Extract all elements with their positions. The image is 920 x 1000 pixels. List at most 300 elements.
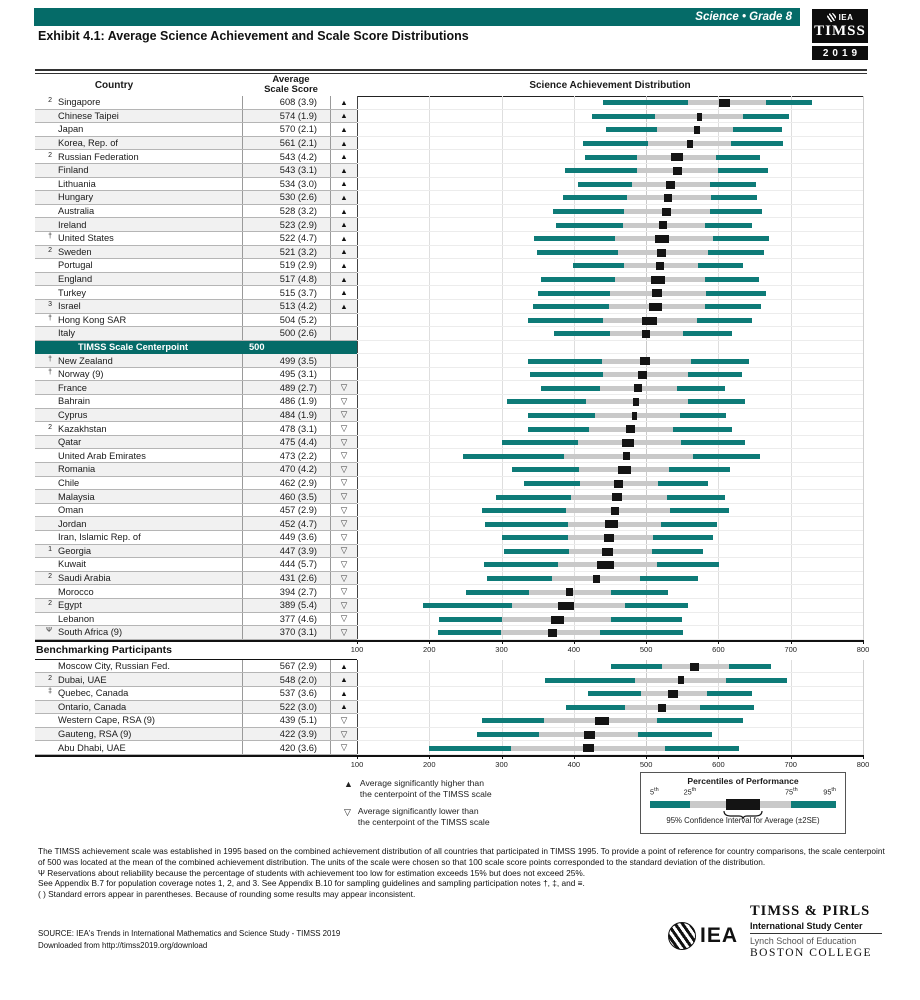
p75-p95-bar [705, 223, 752, 228]
p75-p95-bar [688, 399, 745, 404]
p75-p95-bar [705, 304, 761, 309]
country-cell [35, 545, 243, 558]
p5-p25-bar [528, 427, 589, 432]
country-cell [35, 673, 243, 686]
country-cell [35, 490, 243, 503]
benchmarking-section [35, 660, 863, 755]
distribution-chart-cell [357, 246, 863, 260]
p5-p25-bar [507, 399, 587, 404]
country-cell [35, 409, 243, 422]
p5-p25-bar [606, 127, 657, 132]
footnote-symbol: ‡ [48, 688, 52, 696]
table-row [35, 273, 863, 287]
p75-p95-bar [638, 732, 712, 737]
percentile-label: 75th [785, 787, 798, 797]
axis-tick-label: 200 [423, 759, 436, 769]
significance-arrow: ▲ [340, 301, 348, 311]
p5-p25-bar [528, 359, 602, 364]
significance-arrow: ▲ [340, 688, 348, 698]
p75-p95-bar [698, 263, 743, 268]
distribution-chart-cell [357, 205, 863, 219]
country-cell [35, 300, 243, 313]
distribution-chart-cell [357, 572, 863, 586]
p5-p25-bar [504, 549, 569, 554]
p75-p95-bar [677, 386, 725, 391]
confidence-interval-bar [694, 126, 700, 134]
table-row [35, 381, 863, 395]
table-row [35, 314, 863, 328]
p75-p95-bar [667, 495, 725, 500]
p75-p95-bar [733, 127, 782, 132]
country-name: Egypt [58, 600, 82, 611]
country-name: Lebanon [58, 613, 95, 624]
significance-arrow: ▲ [340, 702, 348, 712]
brace-icon [723, 811, 763, 819]
axis-tick [502, 640, 503, 645]
distribution-chart-cell [357, 381, 863, 395]
p5-p25-bar [502, 440, 578, 445]
axis-tick-label: 700 [784, 759, 797, 769]
axis-tick-label: 400 [567, 644, 581, 654]
footnote-symbol: † [48, 233, 52, 241]
scale-score-cell: 422 (3.9) [243, 728, 331, 741]
p5-p25-bar [487, 576, 552, 581]
scale-score-cell: 608 (3.9) [243, 96, 331, 109]
confidence-interval-bar [611, 507, 619, 515]
scale-score-cell: 394 (2.7) [243, 585, 331, 598]
axis-tick [646, 755, 647, 760]
table-row [35, 490, 863, 504]
significance-arrow: ▽ [340, 463, 348, 474]
scale-score-cell: 377 (4.6) [243, 613, 331, 626]
confidence-interval-bar [632, 412, 637, 420]
country-name: Oman [58, 505, 84, 516]
p5-p25-bar [585, 155, 638, 160]
table-row [35, 218, 863, 232]
up-triangle-icon: ▲ [344, 779, 353, 789]
score-axis [350, 640, 870, 660]
scale-score-cell: 449 (3.6) [243, 531, 331, 544]
distribution-chart-cell [357, 368, 863, 382]
source-line: SOURCE: IEA's Trends in International Mathematics and Science Study - TIMSS 2019 [38, 929, 341, 938]
significance-arrow: ▽ [340, 395, 348, 406]
scale-score-cell: 504 (5.2) [243, 314, 331, 327]
country-name: South Africa (9) [58, 627, 123, 638]
distribution-chart-cell [357, 673, 863, 687]
axis-tick [718, 755, 719, 760]
confidence-interval-bar [719, 99, 730, 107]
scale-score-cell: 457 (2.9) [243, 504, 331, 517]
p75-p95-bar [670, 508, 729, 513]
table-row [35, 714, 863, 728]
scale-score-cell: 489 (2.7) [243, 381, 331, 394]
distribution-chart-cell [357, 449, 863, 463]
country-name: Singapore [58, 97, 101, 108]
country-name: Saudi Arabia [58, 573, 111, 584]
p75-p95-bar [669, 467, 730, 472]
distribution-chart-cell [357, 741, 863, 755]
significance-arrow: ▲ [340, 165, 348, 175]
country-cell [35, 164, 243, 177]
p75-p95-bar [681, 440, 745, 445]
significance-arrow: ▲ [340, 675, 348, 685]
table-row [35, 259, 863, 273]
table-row [35, 599, 863, 613]
p5-p25-bar [423, 603, 512, 608]
axis-row [35, 640, 870, 660]
p5-p25-bar [496, 495, 571, 500]
axis-tick-label: 100 [350, 759, 364, 769]
significance-arrow: ▲ [340, 138, 348, 148]
country-cell [35, 463, 243, 476]
country-name: Iran, Islamic Rep. of [58, 532, 141, 543]
confidence-interval-bar [657, 249, 666, 257]
confidence-interval-bar [662, 208, 671, 216]
distribution-chart-cell [357, 164, 863, 178]
significance-arrow: ▲ [340, 247, 348, 257]
p5-p25-bar [592, 114, 655, 119]
confidence-interval-bar [690, 663, 698, 671]
iea-logo-text: IEA [838, 13, 854, 22]
table-row [35, 246, 863, 260]
significance-arrow: ▽ [340, 436, 348, 447]
distribution-chart-cell [357, 273, 863, 287]
confidence-interval-bar [612, 493, 622, 501]
significance-arrow: ▲ [340, 111, 348, 121]
confidence-interval-bar [697, 113, 702, 121]
confidence-interval-bar [671, 153, 683, 161]
country-cell [35, 477, 243, 490]
table-row [35, 477, 863, 491]
p75-p95-bar [726, 678, 787, 683]
distribution-chart-cell [357, 300, 863, 314]
footnote-line: ( ) Standard errors appear in parentheses. Because of rounding some results may appear inconsistent. [38, 889, 416, 900]
country-name: Western Cape, RSA (9) [58, 715, 155, 726]
scale-score-cell: 370 (3.1) [243, 626, 331, 639]
country-name: Morocco [58, 586, 94, 597]
country-name: Gauteng, RSA (9) [58, 729, 132, 740]
footnote-symbol: 2 [48, 674, 52, 682]
country-name: England [58, 274, 93, 285]
axis-tick [502, 755, 503, 760]
p5-p25-bar [484, 562, 558, 567]
country-cell [35, 246, 243, 259]
scale-score-cell: 574 (1.9) [243, 110, 331, 123]
country-name: Finland [58, 165, 89, 176]
country-cell [35, 687, 243, 700]
country-cell [35, 728, 243, 741]
confidence-interval-band [726, 799, 759, 810]
axis-tick [429, 755, 430, 760]
p5-p25-bar [439, 617, 503, 622]
distribution-chart-cell [357, 232, 863, 246]
p5-p25-bar [528, 413, 595, 418]
iea-globe-icon [668, 922, 696, 950]
p5-p25-bar [538, 291, 610, 296]
distribution-chart-cell [357, 558, 863, 572]
p75-p95-bar [611, 590, 668, 595]
significance-arrow: ▽ [340, 714, 348, 725]
country-cell [35, 449, 243, 462]
country-name: Korea, Rep. of [58, 138, 118, 149]
p75-p95-bar [718, 168, 767, 173]
scale-score-cell: 431 (2.6) [243, 572, 331, 585]
scale-score-cell: 389 (5.4) [243, 599, 331, 612]
distribution-chart-cell [357, 463, 863, 477]
table-row [35, 558, 863, 572]
scale-score-cell: 452 (4.7) [243, 517, 331, 530]
p75-p95-bar [658, 481, 708, 486]
axis-tick [357, 640, 358, 645]
p25-p75-bar [595, 413, 680, 418]
percentile-label: 95th [823, 787, 836, 797]
table-row [35, 96, 863, 110]
scale-score-cell: 534 (3.0) [243, 178, 331, 191]
p5-p25-band [650, 801, 690, 808]
table-row [35, 368, 863, 382]
distribution-chart-cell [357, 327, 863, 341]
significance-arrow [331, 314, 357, 327]
footnote-symbol: 2 [48, 97, 52, 105]
distribution-chart-cell [357, 341, 863, 355]
country-cell [35, 741, 243, 754]
country-cell [35, 218, 243, 231]
axis-tick [574, 640, 575, 645]
significance-arrow: ▽ [340, 450, 348, 461]
p5-p25-bar [565, 168, 637, 173]
country-cell [35, 613, 243, 626]
p5-p25-bar [502, 535, 568, 540]
p5-p25-bar [578, 182, 631, 187]
axis-tick-label: 800 [856, 759, 870, 769]
confidence-interval-bar [604, 534, 614, 542]
axis-tick-label: 600 [712, 644, 725, 654]
country-cell [35, 395, 243, 408]
scale-score-cell: 486 (1.9) [243, 395, 331, 408]
axis-tick-label: 500 [639, 644, 653, 654]
p5-p25-bar [541, 386, 600, 391]
timss-2019-logo [812, 9, 868, 60]
footnote-symbol: 3 [48, 301, 52, 309]
p75-p95-bar [700, 705, 754, 710]
p5-p25-bar [553, 209, 624, 214]
axis-tick [791, 640, 792, 645]
scale-score-cell: 570 (2.1) [243, 123, 331, 136]
scale-score-cell: 478 (3.1) [243, 422, 331, 435]
distribution-chart-cell [357, 531, 863, 545]
scale-score-cell: 475 (4.4) [243, 436, 331, 449]
source-block [38, 928, 340, 953]
country-name: Norway (9) [58, 369, 104, 380]
scale-score-cell: 473 (2.2) [243, 449, 331, 462]
p75-p95-bar [691, 359, 749, 364]
country-cell [35, 232, 243, 245]
distribution-chart-cell [357, 395, 863, 409]
significance-arrow: ▽ [340, 572, 348, 583]
p75-p95-bar [683, 331, 732, 336]
axis-tick [863, 640, 864, 645]
distribution-chart-cell [357, 490, 863, 504]
country-cell [35, 368, 243, 381]
country-cell [35, 286, 243, 299]
table-row [35, 422, 863, 436]
country-cell [35, 110, 243, 123]
country-name: Kazakhstan [58, 423, 107, 434]
country-cell [35, 178, 243, 191]
distribution-chart-cell [357, 123, 863, 137]
significance-arrow: ▽ [340, 728, 348, 739]
p5-p25-bar [583, 141, 647, 146]
country-cell [35, 626, 243, 639]
footnote-line: See Appendix B.7 for population coverage notes 1, 2, and 3. See Appendix B.10 for sampling guidelines and sampling participation notes †, ‡, and ≡. [38, 878, 585, 889]
table-row [35, 436, 863, 450]
country-cell [35, 205, 243, 218]
confidence-interval-bar [642, 330, 650, 338]
table-row [35, 531, 863, 545]
footnote-symbol: † [48, 314, 52, 322]
table-row [35, 137, 863, 151]
download-line: Downloaded from http://timss2019.org/download [38, 941, 208, 951]
axis-tick [429, 640, 430, 645]
confidence-interval-bar [551, 616, 564, 624]
down-triangle-icon: ▽ [344, 807, 351, 817]
timss-pirls-block: TIMSS & PIRLS International Study Center Lynch School of Education BOSTON COLLEGE [750, 903, 882, 959]
p5-p25-bar [482, 718, 544, 723]
chart-right-border [863, 96, 864, 640]
timss-logo-text: TIMSS [814, 23, 866, 39]
significance-arrow: ▽ [340, 742, 348, 753]
country-name: Romania [58, 464, 96, 475]
scale-score-cell: 499 (3.5) [243, 354, 331, 367]
confidence-interval-bar [658, 704, 667, 712]
footnote-symbol: † [48, 369, 52, 377]
p75-p95-bar [625, 603, 688, 608]
significance-arrow: ▽ [340, 626, 348, 637]
table-row [35, 354, 863, 368]
p75-p95-bar [743, 114, 789, 119]
country-cell [35, 436, 243, 449]
p75-p95-bar [713, 236, 769, 241]
confidence-interval-bar [633, 398, 638, 406]
p5-p25-bar [545, 678, 635, 683]
confidence-interval-bar [618, 466, 630, 474]
distribution-chart-cell [357, 626, 863, 640]
p75-p95-bar [710, 182, 756, 187]
p75-p95-bar [708, 250, 764, 255]
confidence-interval-bar [622, 439, 635, 447]
scale-score-cell: 523 (2.9) [243, 218, 331, 231]
confidence-interval-bar [640, 357, 650, 365]
distribution-chart-cell [357, 137, 863, 151]
footnote-symbol: 2 [48, 423, 52, 431]
axis-tick [646, 640, 647, 645]
scale-score-cell: 462 (2.9) [243, 477, 331, 490]
distribution-chart-cell [357, 517, 863, 531]
table-row [35, 673, 863, 687]
distribution-chart-cell [357, 545, 863, 559]
country-name: Australia [58, 206, 95, 217]
distribution-chart-cell [357, 660, 863, 674]
confidence-interval-bar [652, 289, 663, 297]
distribution-chart-cell [357, 728, 863, 742]
country-name: Russian Federation [58, 151, 139, 162]
country-cell [35, 273, 243, 286]
distribution-chart-cell [357, 178, 863, 192]
axis-tick-label: 100 [350, 644, 364, 654]
significance-arrow [331, 354, 357, 367]
p5-p25-bar [485, 522, 568, 527]
significance-arrow: ▲ [340, 233, 348, 243]
benchmarking-header: Benchmarking Participants [36, 643, 172, 656]
percentile-label: 5th [650, 787, 659, 797]
scale-score-cell: 484 (1.9) [243, 409, 331, 422]
distribution-chart-cell [357, 714, 863, 728]
country-cell [35, 96, 243, 109]
scale-score-cell: 522 (3.0) [243, 701, 331, 714]
footnote-symbol: 1 [48, 545, 52, 553]
table-row [35, 585, 863, 599]
table-row [35, 728, 863, 742]
confidence-interval-bar [678, 676, 684, 684]
country-name: Dubai, UAE [58, 674, 107, 685]
significance-arrow: ▲ [340, 260, 348, 270]
significance-arrow: ▽ [340, 491, 348, 502]
country-cell [35, 558, 243, 571]
p75-p95-bar [766, 100, 812, 105]
footnote-symbol: 2 [48, 600, 52, 608]
confidence-interval-bar [548, 629, 557, 637]
distribution-chart-cell [357, 701, 863, 715]
table-row [35, 327, 863, 341]
confidence-interval-bar [666, 181, 675, 189]
distribution-chart-cell [357, 504, 863, 518]
country-name: Kuwait [58, 559, 86, 570]
distribution-chart-cell [357, 354, 863, 368]
distribution-chart-cell [357, 687, 863, 701]
centerpoint-row [35, 341, 863, 355]
footnote-symbol: 2 [48, 246, 52, 254]
country-name: Georgia [58, 545, 92, 556]
p75-p95-bar [673, 427, 732, 432]
footer-logos [668, 903, 882, 959]
significance-arrow: ▲ [340, 288, 348, 298]
p75-p95-bar [640, 576, 699, 581]
percentiles-legend-box [640, 772, 846, 834]
p5-p25-bar [603, 100, 688, 105]
p5-p25-bar [556, 223, 623, 228]
scale-score-cell: 517 (4.8) [243, 273, 331, 286]
p75-p95-band [791, 801, 836, 808]
country-name: France [58, 382, 87, 393]
scale-score-cell: 470 (4.2) [243, 463, 331, 476]
table-row [35, 110, 863, 124]
main-country-section [35, 96, 863, 640]
significance-arrow: ▽ [340, 613, 348, 624]
p75-p95-bar [665, 746, 739, 751]
table-row [35, 178, 863, 192]
p75-p95-bar [710, 209, 761, 214]
p5-p25-bar [530, 372, 603, 377]
p5-p25-bar [537, 250, 618, 255]
axis-tick [863, 755, 864, 760]
percentiles-legend-title: Percentiles of Performance [687, 776, 799, 786]
confidence-interval-bar [626, 425, 635, 433]
confidence-interval-bar [651, 276, 665, 284]
confidence-interval-bar [655, 235, 669, 243]
scale-score-cell: 439 (5.1) [243, 714, 331, 727]
p5-p25-bar [528, 318, 603, 323]
p75-p95-bar [600, 630, 683, 635]
